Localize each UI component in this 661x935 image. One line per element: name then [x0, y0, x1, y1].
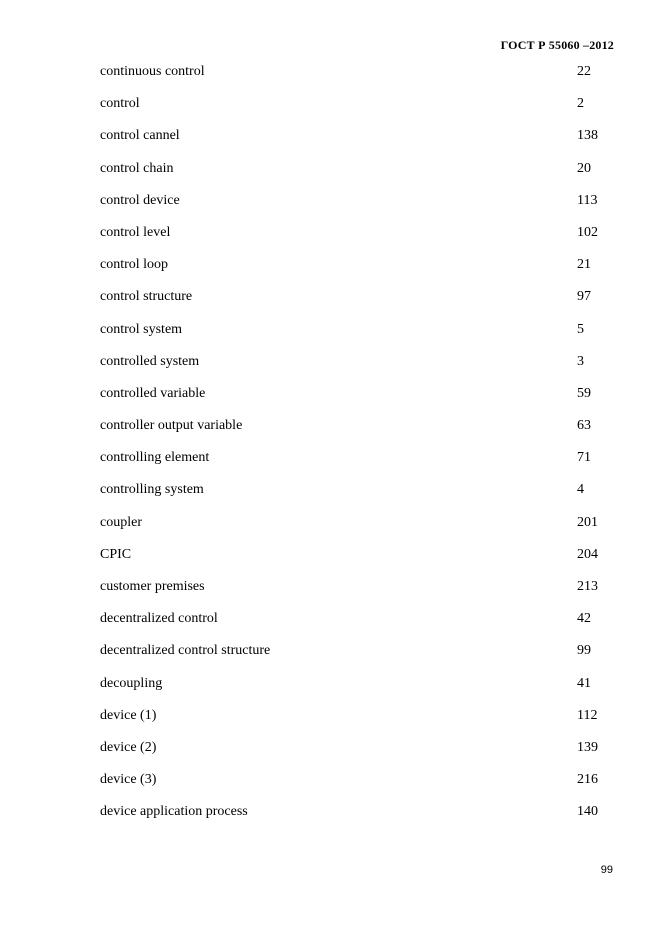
index-page-ref: 41: [577, 675, 591, 691]
index-term: control cannel: [100, 128, 180, 144]
index-entry: [100, 62, 610, 94]
index-entry: [100, 126, 610, 158]
index-term: control system: [100, 321, 183, 337]
index-entry: [100, 159, 610, 191]
index-page-ref: 102: [577, 224, 598, 240]
index-entry: [100, 577, 610, 609]
index-term: control loop: [100, 257, 169, 273]
index-page-ref: 99: [577, 643, 591, 659]
index-page-ref: 113: [577, 192, 598, 208]
page-number: 99: [600, 864, 613, 876]
index-page-ref: 20: [577, 160, 591, 176]
index-entry: [100, 384, 610, 416]
index-entry: [100, 287, 610, 319]
index-entry: [100, 255, 610, 287]
index-term: coupler: [100, 514, 142, 530]
index-term: control chain: [100, 160, 174, 176]
index-term: device (3): [100, 772, 157, 788]
index-page-ref: 21: [577, 257, 591, 273]
index-term: decoupling: [100, 675, 163, 691]
index-entry: [100, 513, 610, 545]
index-page-ref: 22: [577, 64, 591, 79]
index-term: continuous control: [100, 64, 205, 79]
index-entry: [100, 641, 610, 673]
index-term: controlled system: [100, 353, 200, 369]
index-term: controlling system: [100, 482, 204, 498]
index-page-ref: 5: [577, 321, 584, 337]
index-entry: [100, 480, 610, 512]
index-page-ref: 216: [577, 772, 598, 788]
index-term: controlling element: [100, 450, 210, 466]
index-entry: [100, 94, 610, 126]
index-entry: [100, 223, 610, 255]
index-term: decentralized control: [100, 611, 218, 627]
index-entry: [100, 416, 610, 448]
index-page-ref: 213: [577, 579, 598, 594]
index-page-ref: 4: [577, 482, 584, 498]
index-page-ref: 140: [577, 804, 598, 820]
index-term: control: [100, 96, 140, 112]
index-page-ref: 112: [577, 707, 598, 723]
index-entry: [100, 706, 610, 738]
index-term: CPIC: [100, 546, 132, 562]
index-term: controlled variable: [100, 385, 206, 401]
index-entry: [100, 770, 610, 802]
index-term: customer premises: [100, 579, 205, 594]
document-header: ГОСТ Р 55060 –2012: [500, 38, 614, 52]
index-entry: [100, 191, 610, 223]
index-term: device (2): [100, 739, 157, 755]
index-term: control level: [100, 224, 171, 240]
index-page-ref: 42: [577, 611, 591, 627]
index-term: device (1): [100, 707, 157, 723]
index-page-ref: 71: [577, 450, 591, 466]
index-term: control device: [100, 192, 180, 208]
index-term: device application process: [100, 804, 248, 820]
index-page-ref: 139: [577, 739, 598, 755]
index-page-ref: 204: [577, 546, 598, 562]
index-page-ref: 201: [577, 514, 598, 530]
index-term: decentralized control structure: [100, 643, 271, 659]
index-entry: [100, 320, 610, 352]
index-page-ref: 3: [577, 353, 584, 369]
index-entry: [100, 738, 610, 770]
index-entry: [100, 802, 610, 834]
index-page-ref: 138: [577, 128, 598, 144]
index-list: [100, 62, 610, 835]
index-term: control structure: [100, 289, 193, 305]
index-term: controller output variable: [100, 418, 243, 434]
index-page-ref: 2: [577, 96, 584, 112]
index-page-ref: 59: [577, 385, 591, 401]
index-page-ref: 63: [577, 418, 591, 434]
index-entry: [100, 609, 610, 641]
index-entry: [100, 545, 610, 577]
index-entry: [100, 448, 610, 480]
index-page-ref: 97: [577, 289, 591, 305]
index-entry: [100, 352, 610, 384]
index-entry: [100, 674, 610, 706]
